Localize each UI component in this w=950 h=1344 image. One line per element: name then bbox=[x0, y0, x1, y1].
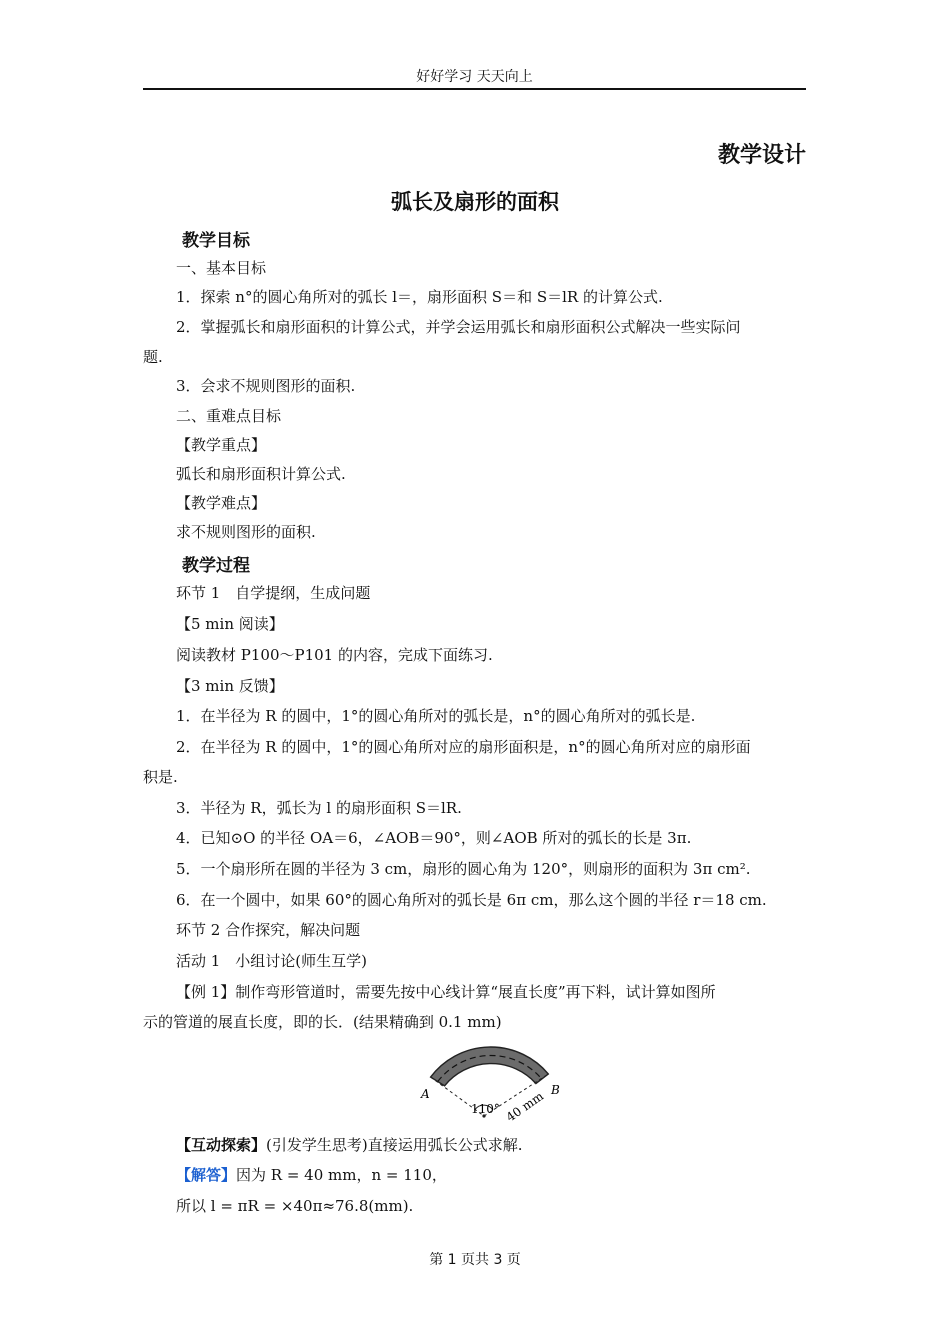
text-line: 二、重难点目标 bbox=[176, 407, 282, 425]
text-line: 4．已知⊙O 的半径 OA＝6，∠AOB＝90°，则∠AOB 所对的弧长的长是 3π. bbox=[176, 829, 692, 847]
text-line: 【教学重点】 bbox=[176, 436, 267, 454]
text-line: 3．会求不规则图形的面积. bbox=[176, 377, 356, 395]
text-line: 【教学难点】 bbox=[176, 494, 267, 512]
text-line: 一、基本目标 bbox=[176, 259, 267, 277]
answer-text: 因为 R = 40 mm，n = 110， bbox=[236, 1166, 447, 1184]
label-a: A bbox=[421, 1087, 430, 1101]
section-heading-process: 教学过程 bbox=[182, 556, 250, 576]
explore-label: 【互动探索】 bbox=[176, 1136, 267, 1154]
text-line: 3．半径为 R，弧长为 l 的扇形面积 S＝lR. bbox=[176, 799, 462, 817]
text-line: 2．在半径为 R 的圆中，1°的圆心角所对应的扇形面积是，n°的圆心角所对应的扇形面 bbox=[176, 738, 751, 756]
text-line: 活动 1 小组讨论(师生互学) bbox=[176, 952, 368, 970]
pipe-band bbox=[431, 1047, 549, 1086]
label-b: B bbox=[551, 1083, 560, 1097]
text-line: 阅读教材 P100～P101 的内容，完成下面练习. bbox=[176, 646, 493, 664]
section-heading-goals: 教学目标 bbox=[182, 231, 250, 251]
text-line: 求不规则图形的面积. bbox=[176, 523, 316, 541]
text-line: 5．一个扇形所在圆的半径为 3 cm，扇形的圆心角为 120°，则扇形的面积为 3π cm². bbox=[176, 860, 751, 878]
text-line: 【3 min 反馈】 bbox=[176, 677, 284, 695]
page-header: 好好学习 天天向上 bbox=[416, 69, 533, 85]
explore-text: (引发学生思考)直接运用弧长公式求解. bbox=[266, 1136, 523, 1154]
text-line: 【5 min 阅读】 bbox=[176, 615, 284, 633]
text-line: 题. bbox=[143, 348, 163, 366]
text-line: 2．掌握弧长和扇形面积的计算公式，并学会运用弧长和扇形面积公式解决一些实际问 bbox=[176, 318, 741, 336]
answer-label: 【解答】 bbox=[176, 1166, 237, 1184]
text-line: 1．探索 n°的圆心角所对的弧长 l＝，扇形面积 S＝和 S＝lR 的计算公式. bbox=[176, 288, 663, 306]
text-line: 环节 1 自学提纲，生成问题 bbox=[176, 584, 371, 602]
page-footer: 第 1 页共 3 页 bbox=[429, 1252, 521, 1268]
header-rule bbox=[143, 88, 806, 90]
text-line: 所以 l = πR = ×40π≈76.8(mm). bbox=[176, 1197, 414, 1215]
radius-label: 40 mm bbox=[503, 1088, 546, 1124]
page-title: 弧长及扇形的面积 bbox=[391, 190, 559, 214]
text-line: 环节 2 合作探究，解决问题 bbox=[176, 921, 361, 939]
text-line: 6．在一个圆中，如果 60°的圆心角所对的弧长是 6π cm，那么这个圆的半径 r＝18 cm. bbox=[176, 891, 767, 909]
text-line: 积是. bbox=[143, 768, 178, 786]
text-line: 1．在半径为 R 的圆中，1°的圆心角所对的弧长是，n°的圆心角所对的弧长是. bbox=[176, 707, 696, 725]
text-line: 【例 1】制作弯形管道时，需要先按中心线计算“展直长度”再下料，试计算如图所 bbox=[176, 983, 716, 1001]
pipe-diagram bbox=[418, 1034, 568, 1124]
answer-line bbox=[176, 1165, 447, 1185]
explore-line bbox=[176, 1135, 523, 1155]
text-line: 示的管道的展直长度，即的长．(结果精确到 0.1 mm) bbox=[143, 1013, 502, 1031]
angle-label: 110° bbox=[471, 1102, 500, 1116]
document-type: 教学设计 bbox=[717, 143, 806, 168]
text-line: 弧长和扇形面积计算公式. bbox=[176, 465, 346, 483]
